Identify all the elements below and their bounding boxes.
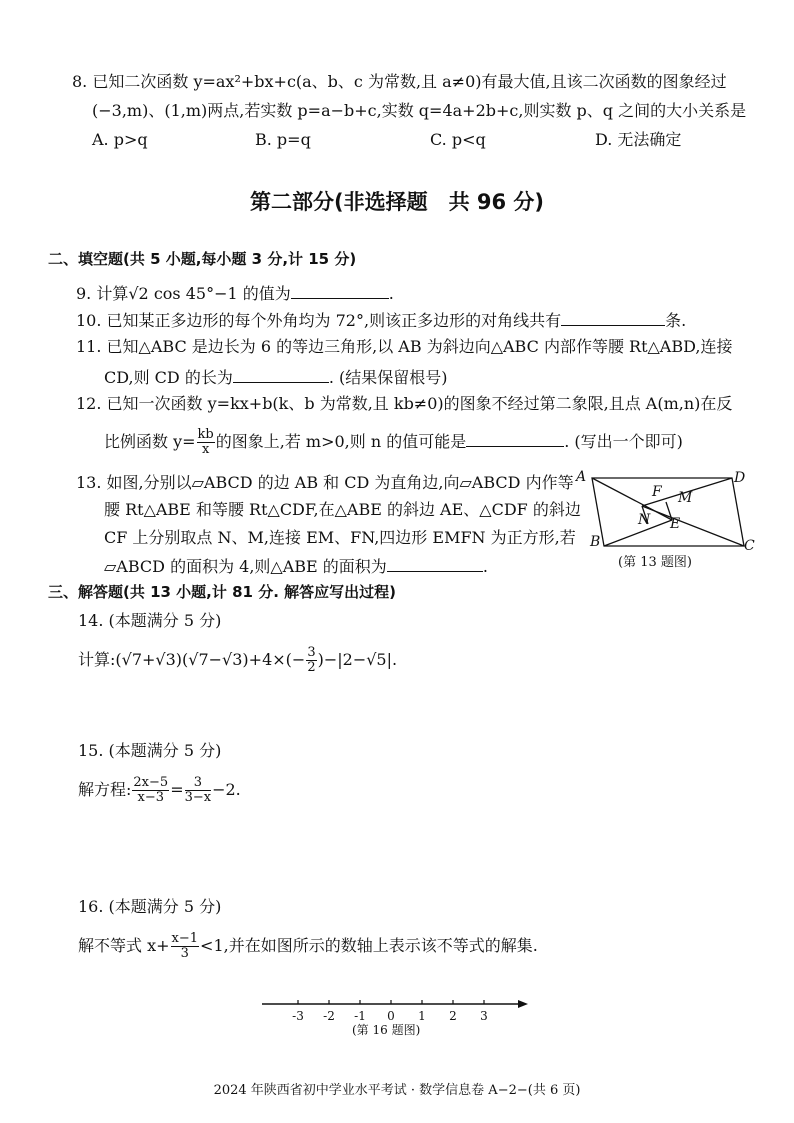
q15-fraction-1: $\frac{2x-5}{x-3}$ bbox=[133, 775, 169, 805]
number-line bbox=[256, 994, 532, 1040]
q10 bbox=[76, 310, 686, 331]
q9-text: 9. 计算√2 cos 45°−1 的值为 bbox=[76, 284, 291, 303]
parallelogram-abcd bbox=[592, 478, 744, 546]
q16-text-end: <1,并在如图所示的数轴上表示该不等式的解集. bbox=[200, 936, 538, 955]
q16-fraction: $\frac{x-1}{3}$ bbox=[171, 931, 199, 961]
q16-caption: (第 16 题图) bbox=[352, 1023, 421, 1037]
q14-fraction: $\frac{3}{2}$ bbox=[307, 645, 316, 675]
q8-option-b: B. p=q bbox=[255, 130, 311, 149]
q11-answer-blank[interactable] bbox=[233, 367, 329, 383]
q8-line2: (−3,m)、(1,m)两点,若实数 p=a−b+c,实数 q=4a+2b+c,则实数 p、q 之间的大小关系是 bbox=[92, 101, 747, 120]
q11-text: CD,则 CD 的长为 bbox=[104, 368, 233, 387]
q12-fraction: $\frac{kb}{x}$ bbox=[197, 427, 214, 457]
q13-line1: 13. 如图,分别以▱ABCD 的边 AB 和 CD 为直角边,向▱ABCD 内作等 bbox=[76, 473, 574, 492]
tick-label: 3 bbox=[480, 1009, 488, 1023]
q14-head: 14. (本题满分 5 分) bbox=[78, 611, 222, 630]
q9-answer-blank[interactable] bbox=[291, 283, 389, 299]
label-m: M bbox=[678, 490, 693, 506]
tick-label: -1 bbox=[354, 1009, 366, 1023]
q15-body bbox=[78, 776, 241, 805]
q9 bbox=[76, 283, 394, 304]
q11-line2 bbox=[104, 367, 448, 388]
section2-header: 二、填空题(共 5 小题,每小题 3 分,计 15 分) bbox=[48, 250, 357, 268]
q16-head: 16. (本题满分 5 分) bbox=[78, 897, 222, 916]
q14-text-end: )−|2−√5|. bbox=[317, 650, 398, 669]
q12-end: . (写出一个即可) bbox=[564, 432, 683, 451]
part2-title: 第二部分(非选择题 共 96 分) bbox=[249, 190, 545, 214]
q13-answer-blank[interactable] bbox=[387, 556, 483, 572]
label-f: F bbox=[652, 484, 662, 500]
tick-label: -3 bbox=[292, 1009, 304, 1023]
q15-text-end: −2. bbox=[212, 780, 241, 799]
q15-head: 15. (本题满分 5 分) bbox=[78, 741, 222, 760]
q12-text: 比例函数 y= bbox=[104, 432, 196, 451]
q8-line1: 8. 已知二次函数 y=ax²+bx+c(a、b、c 为常数,且 a≠0)有最大值,且该二次函数的图象经过 bbox=[72, 72, 727, 91]
q12-text-mid: 的图象上,若 m>0,则 n 的值可能是 bbox=[215, 432, 467, 451]
q16-text: 解不等式 x+ bbox=[78, 936, 170, 955]
q13-text: ▱ABCD 的面积为 4,则△ABE 的面积为 bbox=[104, 557, 387, 576]
q14-body bbox=[78, 646, 397, 675]
q13-figure bbox=[572, 466, 768, 572]
label-d: D bbox=[734, 470, 746, 486]
label-c: C bbox=[744, 538, 755, 554]
q8-option-a: A. p>q bbox=[92, 130, 148, 149]
q13-line3: CF 上分别取点 N、M,连接 EM、FN,四边形 EMFN 为正方形,若 bbox=[104, 528, 576, 547]
section3-header: 三、解答题(共 13 小题,计 81 分. 解答应写出过程) bbox=[48, 583, 396, 601]
q14-text: 计算:(√7+√3)(√7−√3)+4×(− bbox=[78, 650, 306, 669]
tick-label: 0 bbox=[387, 1009, 395, 1023]
q11-line1: 11. 已知△ABC 是边长为 6 的等边三角形,以 AB 为斜边向△ABC 内部作等腰 Rt△ABD,连接 bbox=[76, 337, 733, 356]
q15-text: 解方程: bbox=[78, 780, 132, 799]
q13-line2: 腰 Rt△ABE 和等腰 Rt△CDF,在△ABE 的斜边 AE、△CDF 的斜边 bbox=[104, 500, 581, 519]
q13-caption: (第 13 题图) bbox=[618, 555, 692, 570]
q8-option-d: D. 无法确定 bbox=[595, 130, 682, 149]
q16-body bbox=[78, 932, 538, 961]
page-footer: 2024 年陕西省初中学业水平考试 · 数学信息卷 A−2−(共 6 页) bbox=[213, 1083, 581, 1098]
q13-end: . bbox=[482, 557, 488, 576]
label-n: N bbox=[638, 512, 651, 528]
q11-end: . (结果保留根号) bbox=[328, 368, 448, 387]
q13-line4 bbox=[104, 556, 488, 577]
tick-label: 2 bbox=[449, 1009, 457, 1023]
q9-end: . bbox=[388, 284, 394, 303]
label-b: B bbox=[590, 534, 601, 550]
q10-end: 条. bbox=[665, 311, 687, 330]
q8-option-c: C. p<q bbox=[430, 130, 486, 149]
q15-equals: = bbox=[170, 780, 184, 799]
q15-fraction-2: $\frac{3}{3-x}$ bbox=[184, 775, 212, 805]
q12-answer-blank[interactable] bbox=[466, 431, 564, 447]
q10-text: 10. 已知某正多边形的每个外角均为 72°,则该正多边形的对角线共有 bbox=[76, 311, 562, 330]
label-a: A bbox=[576, 469, 587, 485]
q10-answer-blank[interactable] bbox=[561, 310, 665, 326]
tick-label: 1 bbox=[418, 1009, 426, 1023]
q12-line2 bbox=[104, 428, 683, 457]
q12-line1: 12. 已知一次函数 y=kx+b(k、b 为常数,且 kb≠0)的图象不经过第二象限,且点 A(m,n)在反 bbox=[76, 394, 733, 413]
tick-label: -2 bbox=[323, 1009, 335, 1023]
label-e: E bbox=[670, 516, 681, 532]
arrow-icon bbox=[518, 1000, 528, 1008]
